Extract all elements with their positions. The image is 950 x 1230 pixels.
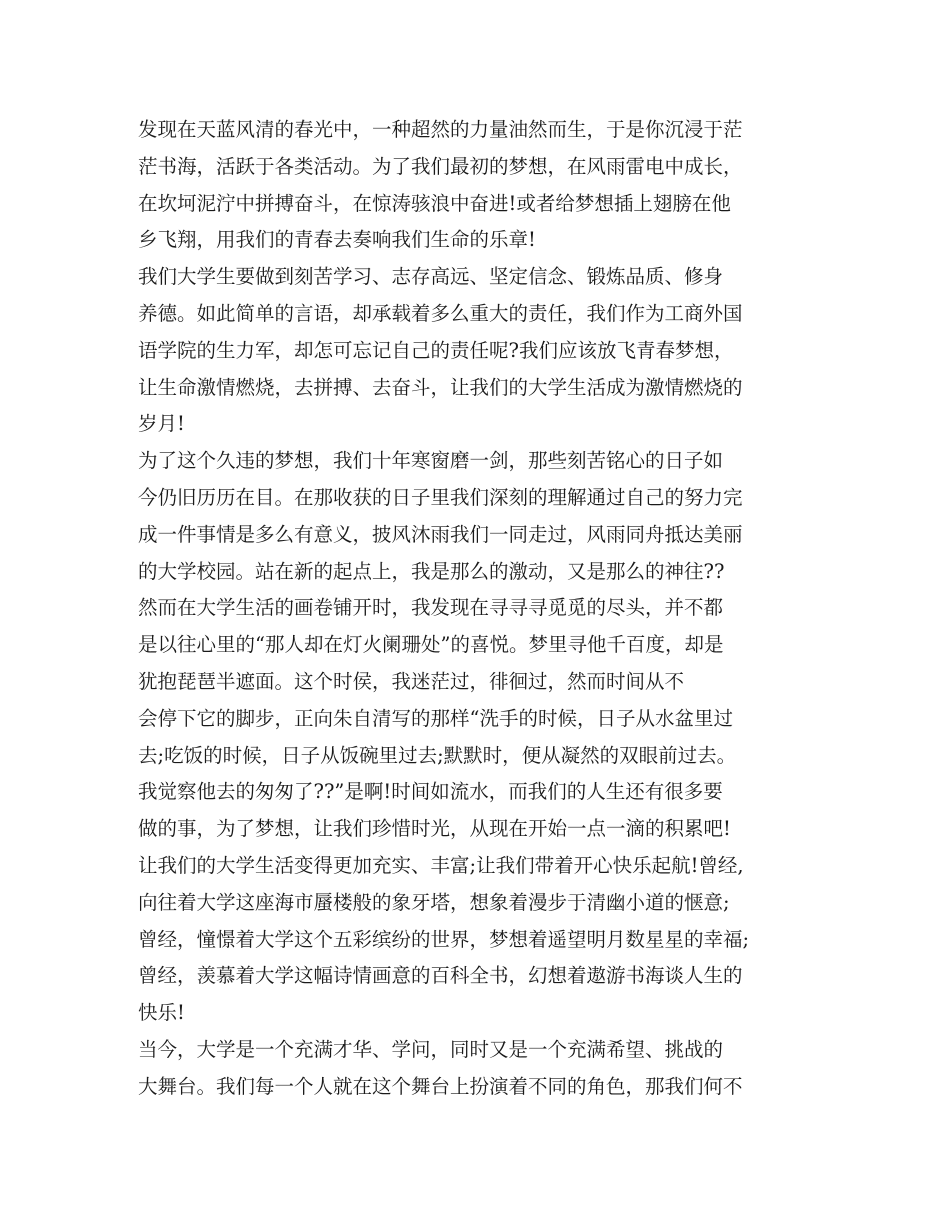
text-line: 语学院的生力军，却怎可忘记自己的责任呢?我们应该放飞青春梦想， [138,338,734,362]
text-line: 做的事，为了梦想，让我们珍惜时光，从现在开始一点一滴的积累吧! [138,817,731,841]
text-line: 大舞台。我们每一个人就在这个舞台上扮演着不同的角色，那我们何不 [138,1074,743,1098]
text-line: 犹抱琵琶半遮面。这个时侯，我迷茫过，徘徊过，然而时间从不 [138,669,685,693]
text-line: 是以往心里的“那人却在灯火阑珊处”的喜悦。梦里寻他千百度，却是 [138,633,724,657]
text-line: 养德。如此简单的言语，却承载着多么重大的责任，我们作为工商外国 [138,301,743,325]
text-line: 向往着大学这座海市蜃楼般的象牙塔，想象着漫步于清幽小道的惬意; [138,890,730,914]
text-line: 岁月! [138,412,185,436]
text-line: 曾经，羡慕着大学这幅诗情画意的百科全书，幻想着遨游书海谈人生的 [138,964,743,988]
text-line: 会停下它的脚步，正向朱自清写的那样“洗手的时候，日子从水盆里过 [138,706,733,730]
text-line: 让我们的大学生活变得更加充实、丰富;让我们带着开心快乐起航!曾经, [138,853,744,877]
text-line: 去;吃饭的时候，日子从饭碗里过去;默默时，便从凝然的双眼前过去。 [138,743,737,767]
text-line: 快乐! [138,1001,185,1025]
text-line: 让生命激情燃烧，去拼搏、去奋斗，让我们的大学生活成为激情燃烧的 [138,375,743,399]
body-text [138,112,828,1106]
text-line: 成一件事情是多么有意义，披风沐雨我们一同走过，风雨同舟抵达美丽 [138,522,743,546]
text-line: 在坎坷泥泞中拼搏奋斗，在惊涛骇浪中奋进!或者给梦想插上翅膀在他 [138,191,731,215]
text-line: 我觉察他去的匆匆了??”是啊!时间如流水，而我们的人生还有很多要 [138,780,723,804]
text-line: 为了这个久违的梦想，我们十年寒窗磨一剑，那些刻苦铭心的日子如 [138,449,724,473]
text-line: 茫书海，活跃于各类活动。为了我们最初的梦想，在风雨雷电中成长， [138,154,743,178]
text-line: 曾经，憧憬着大学这个五彩缤纷的世界，梦想着遥望明月数星星的幸福; [138,927,750,951]
text-line: 当今，大学是一个充满才华、学问，同时又是一个充满希望、挑战的 [138,1037,724,1061]
text-line: 发现在天蓝风清的春光中，一种超然的力量油然而生，于是你沉浸于茫 [138,118,743,141]
text-line: 乡飞翔，用我们的青春去奏响我们生命的乐章! [138,228,536,252]
text-line: 今仍旧历历在目。在那收获的日子里我们深刻的理解通过自己的努力完 [138,485,743,509]
text-line: 我们大学生要做到刻苦学习、志存高远、坚定信念、锻炼品质、修身 [138,265,724,289]
text-line: 的大学校园。站在新的起点上，我是那么的激动，又是那么的神往?? [138,559,725,583]
text-line: 然而在大学生活的画卷铺开时，我发现在寻寻寻觅觅的尽头，并不都 [138,596,724,620]
